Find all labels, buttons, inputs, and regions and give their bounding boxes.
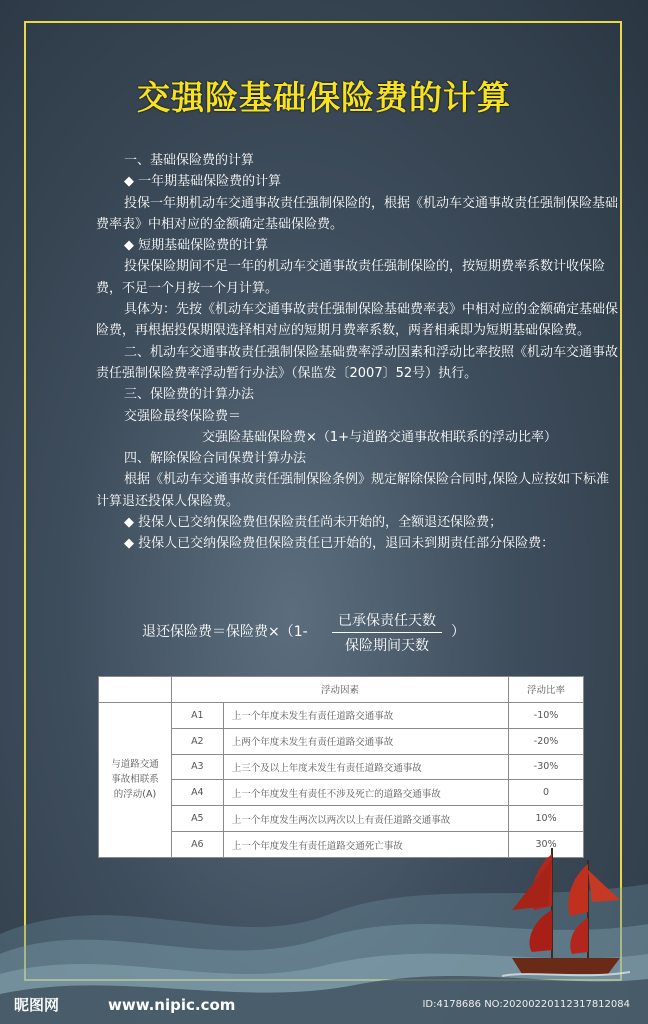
row-code: A5 <box>171 806 223 832</box>
row-code: A4 <box>171 780 223 806</box>
row-desc: 上两个年度未发生有责任道路交通事故 <box>223 728 508 754</box>
paragraph-text: 投保保险期间不足一年的机动车交通事故责任强制保险的，按短期费率系数计收保险费，不足一个月按一个月计算。 <box>96 259 606 296</box>
paragraph <box>96 256 618 299</box>
content-body <box>96 150 618 555</box>
paragraph-text: 具体为：先按《机动车交通事故责任强制保险基础费率表》中相对应的金额确定基础保险费，再根据投保期限选择相对应的短期月费率系数，两者相乘即为短期基础保险费。 <box>96 302 619 339</box>
paragraph <box>96 469 618 512</box>
bullet-heading: ◆ 短期基础保险费的计算 <box>124 238 269 254</box>
bullet-item: ◆ 投保人已交纳保险费但保险责任已开始的，退回未到期责任部分保险费： <box>124 536 555 552</box>
table-row <box>99 806 584 832</box>
row-ratio: -20% <box>509 728 584 754</box>
section-heading-3: 三、保险费的计算办法 <box>124 387 255 403</box>
row-ratio: -10% <box>509 702 584 728</box>
table-header-row <box>99 677 584 703</box>
paragraph-text: 投保一年期机动车交通事故责任强制保险的，根据《机动车交通事故责任强制保险基础费率表》中相对应的金额确定基础保险费。 <box>96 195 619 232</box>
fraction-denominator: 保险期间天数 <box>345 638 429 654</box>
group-label: 与道路交通事故相联系的浮动(A) <box>99 702 172 857</box>
section-heading-4: 四、解除保险合同保费计算办法 <box>124 451 307 467</box>
section-heading-1: 一、基础保险费的计算 <box>124 153 255 168</box>
paragraph <box>96 299 618 342</box>
bullet-heading: ◆ 一年期基础保险费的计算 <box>124 174 282 190</box>
paragraph-text: 根据《机动车交通事故责任强制保险条例》规定解除保险合同时,保险人应按如下标准计算退还投保人保险费。 <box>96 472 610 509</box>
row-ratio: 10% <box>509 806 584 832</box>
row-ratio: 0 <box>509 780 584 806</box>
formula-label: 交强险最终保险费＝ <box>124 408 242 424</box>
bullet-item: ◆ 投保人已交纳保险费但保险责任尚未开始的，全额退还保险费； <box>124 515 503 531</box>
row-ratio: -30% <box>509 754 584 780</box>
row-ratio: 30% <box>509 832 584 858</box>
nipic-logo: 昵图网 <box>14 996 60 1014</box>
table-row <box>99 728 584 754</box>
formula-lhs: 退还保险费＝保险费×（1- <box>142 624 308 640</box>
footer <box>0 988 648 1024</box>
premium-formula: 交强险基础保险费×（1+与道路交通事故相联系的浮动比率） <box>202 429 558 445</box>
header-ratio: 浮动比率 <box>509 677 584 703</box>
formula-fraction <box>332 610 442 655</box>
nipic-url: www.nipic.com <box>108 996 236 1014</box>
sailing-ship-icon <box>492 840 632 990</box>
header-factor: 浮动因素 <box>171 677 508 703</box>
table-row <box>99 780 584 806</box>
row-desc: 上一个年度发生有责任道路交通死亡事故 <box>223 832 508 858</box>
row-desc: 上一个年度未发生有责任道路交通事故 <box>223 702 508 728</box>
row-code: A2 <box>171 728 223 754</box>
paragraph <box>96 193 618 236</box>
row-desc: 上一个年度发生有责任不涉及死亡的道路交通事故 <box>223 780 508 806</box>
formula-rparen: ） <box>451 624 465 640</box>
table-corner <box>99 677 172 703</box>
row-code: A3 <box>171 754 223 780</box>
row-code: A6 <box>171 832 223 858</box>
table-row <box>99 702 584 728</box>
paragraph-text: 二、机动车交通事故责任强制保险基础费率浮动因素和浮动比率按照《机动车交通事故责任强制保险费率浮动暂行办法》（保监发〔2007〕52号）执行。 <box>96 344 619 381</box>
image-id: ID:4178686 NO:20200220112317812084 <box>422 999 630 1010</box>
page-title: 交强险基础保险费的计算 <box>137 78 511 117</box>
row-desc: 上三个及以上年度未发生有责任道路交通事故 <box>223 754 508 780</box>
row-desc: 上一个年度发生两次以两次以上有责任道路交通事故 <box>223 806 508 832</box>
row-code: A1 <box>171 702 223 728</box>
rate-table <box>98 676 584 858</box>
table-row <box>99 754 584 780</box>
fraction-numerator: 已承保责任天数 <box>332 610 442 633</box>
paragraph <box>96 342 618 385</box>
